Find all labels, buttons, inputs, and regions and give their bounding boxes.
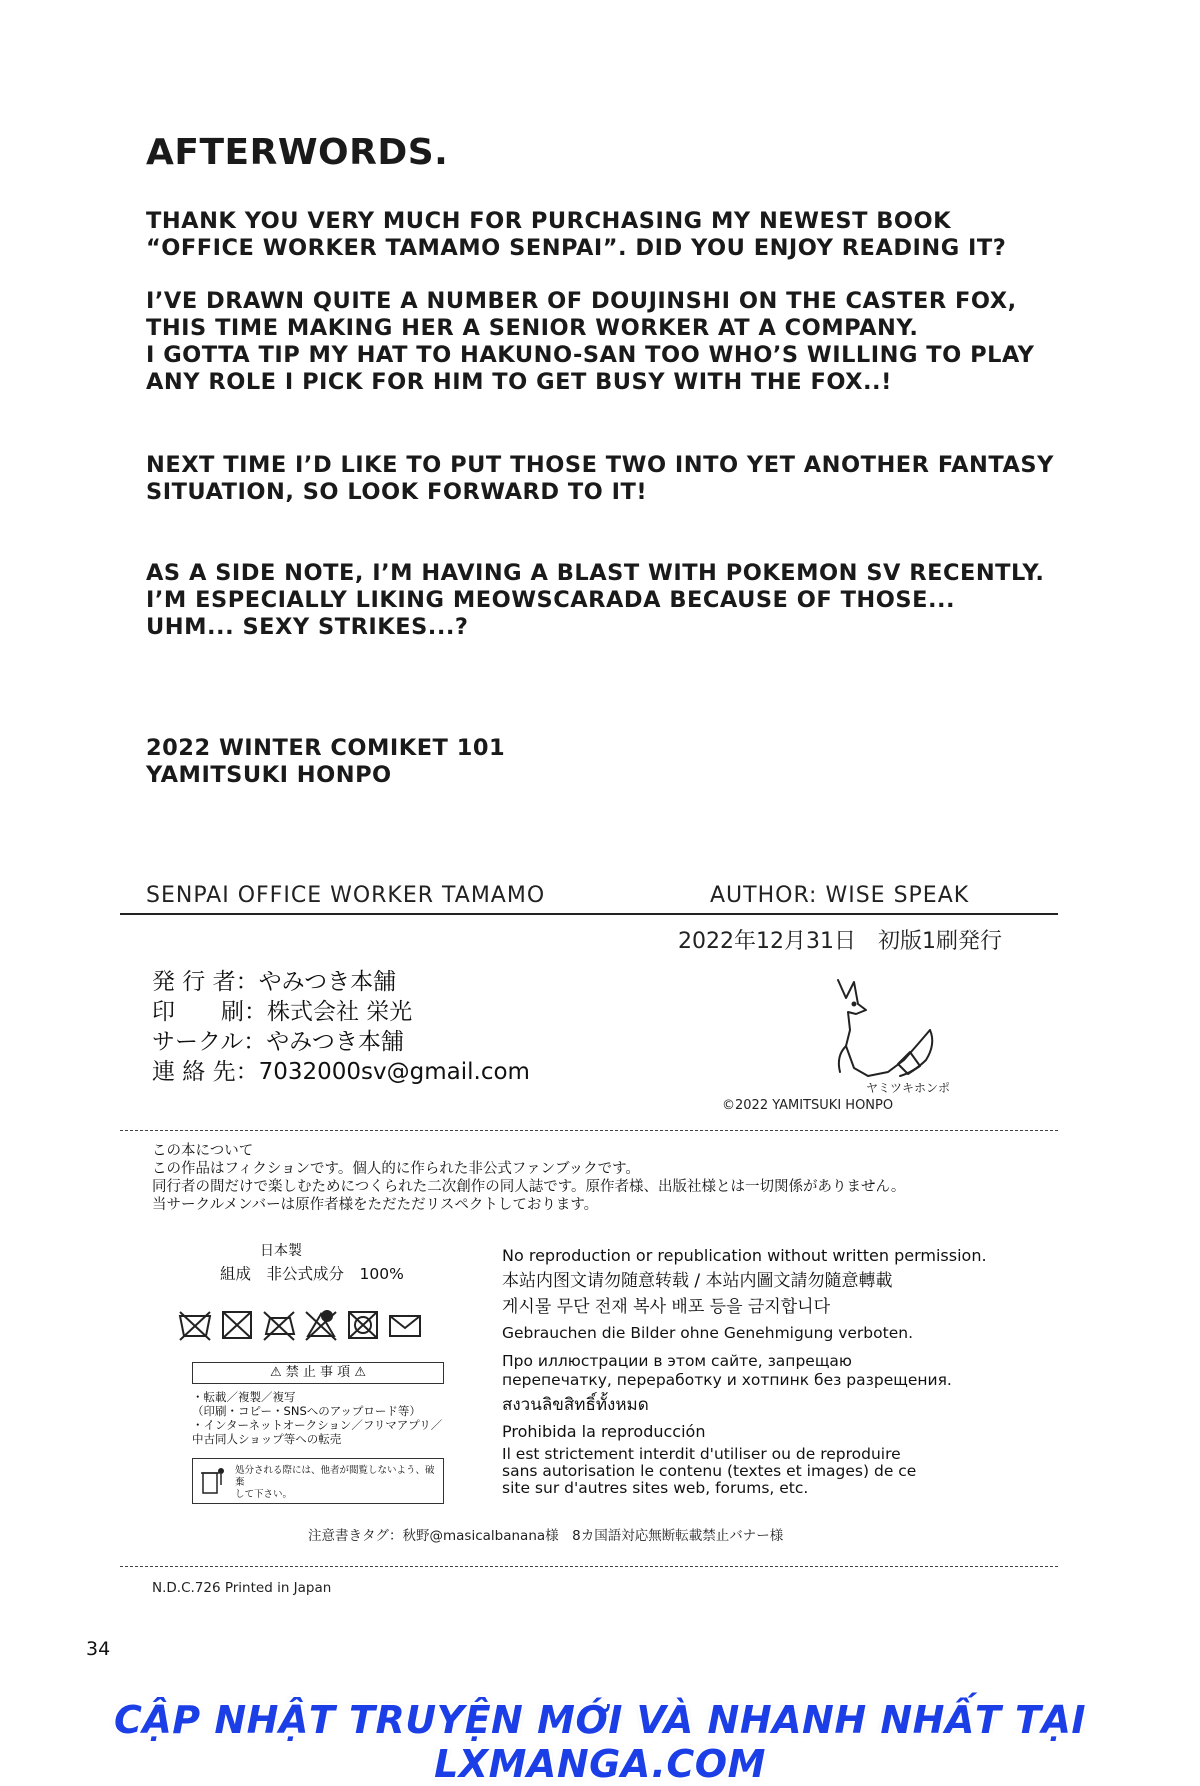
no-dryclean-icon xyxy=(302,1306,340,1344)
author-credit: AUTHOR: WISE SPEAK xyxy=(710,883,970,908)
prohibited-header: ⚠ 禁 止 事 項 ⚠ xyxy=(192,1362,444,1384)
page-number: 34 xyxy=(86,1638,111,1660)
disposal-note: 処分される際には、他者が閲覧しないよう、破棄 して下さい。 xyxy=(235,1465,435,1500)
envelope-icon xyxy=(386,1306,424,1344)
dashed-divider xyxy=(120,1130,1058,1131)
about-line: 同行者の間だけで楽しむためにつくられた二次創作の同人誌です。原作者様、出版社様とは一切関係がありません。 xyxy=(152,1179,906,1195)
warning-chinese: 本站内图文请勿随意转载 / 本站内圖文請勿隨意轉載 xyxy=(502,1271,893,1291)
fox-mascot-sketch xyxy=(818,968,988,1098)
care-symbols xyxy=(176,1306,424,1344)
warning-thai: สงวนลิขสิทธิ์ทั้งหมด xyxy=(502,1395,649,1415)
trash-icon xyxy=(199,1465,227,1497)
contact-line: 連 絡 先：7032000sv@gmail.com xyxy=(152,1059,530,1085)
disposal-box xyxy=(192,1458,444,1504)
warning-korean: 게시물 무단 전재 복사 배포 등을 금지합니다 xyxy=(502,1297,831,1317)
care-label xyxy=(172,1240,472,1500)
afterwords-paragraph-1: THANK YOU VERY MUCH FOR PURCHASING MY NEWEST BOOK “OFFICE WORKER TAMAMO SENPAI”. DID YOU ENJOY READING IT? xyxy=(146,208,1007,261)
no-bleach-icon xyxy=(218,1306,256,1344)
mascot-signature: ヤミツキホンポ xyxy=(866,1081,951,1095)
prohibited-rules: ・転載／複製／複写 （印刷・コピー・SNSへのアップロード等） ・インターネットオークション／フリマアプリ／ 中古同人ショップ等への転売 xyxy=(192,1390,443,1446)
divider xyxy=(120,913,1058,915)
about-line: この作品はフィクションです。個人的に作られた非公式ファンブックです。 xyxy=(152,1161,640,1177)
no-iron-icon xyxy=(260,1306,298,1344)
about-title: この本について xyxy=(152,1143,254,1159)
printed-in-japan: N.D.C.726 Printed in Japan xyxy=(152,1580,332,1596)
warning-spanish: Prohibida la reproducción xyxy=(502,1422,706,1441)
fox-icon xyxy=(818,968,988,1098)
afterwords-paragraph-2: I’VE DRAWN QUITE A NUMBER OF DOUJINSHI ON THE CASTER FOX, THIS TIME MAKING HER A SENIOR WORKER AT A COMPANY. I GOTTA TIP MY HAT TO HAKUNO-SAN TOO WHO’S WILLING TO PLAY ANY ROLE I PICK FOR HIM TO GET BUSY WITH THE FOX..! xyxy=(146,288,1035,395)
copyright-notice: ©2022 YAMITSUKI HONPO xyxy=(722,1098,894,1113)
warning-russian: Про иллюстрации в этом сайте, запрещаю перепечатку, переработку и хотпинк без разрещения. xyxy=(502,1352,952,1389)
composition-label: 組成 非公式成分 100% xyxy=(220,1265,404,1283)
afterwords-signature: 2022 WINTER COMIKET 101 YAMITSUKI HONPO xyxy=(146,735,506,788)
publisher-line: 発 行 者：やみつき本舗 xyxy=(152,969,397,995)
printer-line: 印 刷：株式会社 栄光 xyxy=(152,999,413,1025)
watermark-banner xyxy=(0,1698,1200,1786)
no-tumble-icon xyxy=(344,1306,382,1344)
about-line: 当サークルメンバーは原作者様をただただリスペクトしております。 xyxy=(152,1197,599,1213)
publication-date: 2022年12月31日 初版1刷発行 xyxy=(678,929,1002,954)
watermark-text: CẬP NHẬT TRUYỆN MỚI VÀ NHANH NHẤT TẠI LXMANGA.COM xyxy=(113,1698,1087,1786)
afterwords-paragraph-3: NEXT TIME I’D LIKE TO PUT THOSE TWO INTO YET ANOTHER FANTASY SITUATION, SO LOOK FORWARD TO IT! xyxy=(146,452,1054,505)
made-in-label: 日本製 xyxy=(260,1243,302,1259)
book-title: SENPAI OFFICE WORKER TAMAMO xyxy=(146,883,546,908)
tag-credit: 注意書きタグ：秋野@masicalbanana様 8カ国語対応無断転載禁止バナー様 xyxy=(308,1528,784,1544)
warning-german: Gebrauchen die Bilder ohne Genehmigung verboten. xyxy=(502,1324,913,1342)
page-title: AFTERWORDS. xyxy=(146,132,449,173)
warning-french: Il est strictement interdit d'utiliser ou de reproduire sans autorisation le contenu (textes et images) de ce site sur d'autres sites web, forums, etc. xyxy=(502,1445,917,1497)
circle-line: サークル：やみつき本舗 xyxy=(152,1029,404,1055)
warning-english: No reproduction or republication without written permission. xyxy=(502,1246,987,1265)
afterwords-paragraph-4: AS A SIDE NOTE, I’M HAVING A BLAST WITH POKEMON SV RECENTLY. I’M ESPECIALLY LIKING MEOWSCARADA BECAUSE OF THOSE... UHM... SEXY STRIKES...? xyxy=(146,560,1045,640)
no-wash-icon xyxy=(176,1306,214,1344)
dashed-divider xyxy=(120,1566,1058,1567)
